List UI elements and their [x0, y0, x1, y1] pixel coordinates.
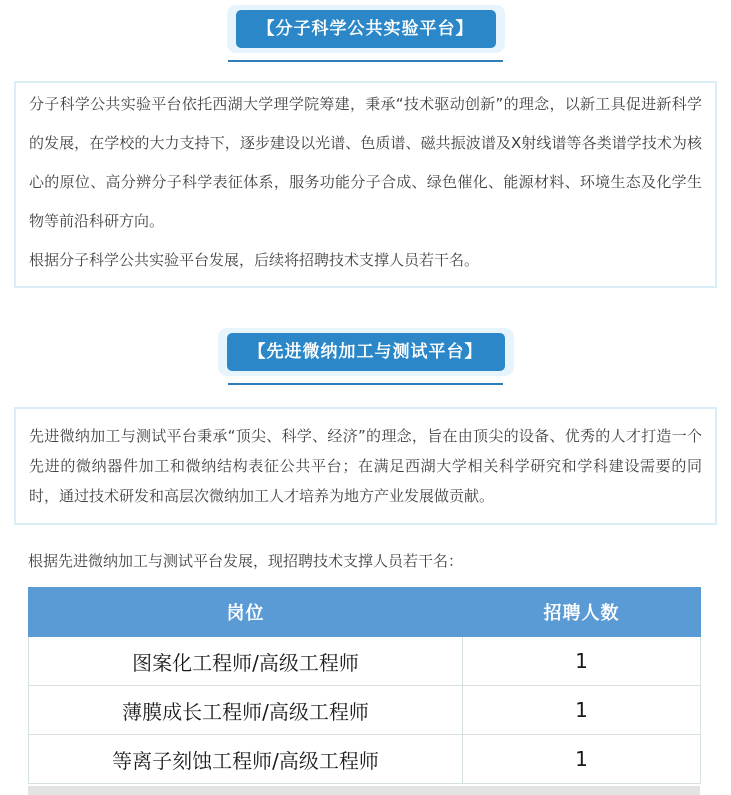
intro-box-micronano — [14, 407, 717, 525]
table-header-position: 岗位 — [29, 588, 463, 637]
count-cell: 1 — [463, 637, 701, 686]
banner-glow — [218, 328, 514, 376]
table-header-count: 招聘人数 — [463, 588, 701, 637]
recruit-table — [28, 587, 701, 784]
table-header-row — [29, 588, 701, 637]
table-partial-next-row — [28, 786, 700, 795]
recruit-note: 根据先进微纳加工与测试平台发展，现招聘技术支撑人员若干名： — [28, 552, 464, 570]
intro-paragraph: 先进微纳加工与测试平台秉承“顶尖、科学、经济”的理念，旨在由顶尖的设备、优秀的人才打造一个先进的微纳器件加工和微纳结构表征公共平台；在满足西湖大学相关科学研究和学科建设需要的同时，通过技术研发和高层次微纳加工人才培养为地方产业发展做贡献。 — [29, 427, 702, 505]
position-cell: 薄膜成长工程师/高级工程师 — [29, 686, 463, 735]
section-banner-molecular — [0, 0, 731, 62]
count-cell: 1 — [463, 735, 701, 784]
intro-paragraph: 分子科学公共实验平台依托西湖大学理学院筹建，秉承“技术驱动创新”的理念，以新工具促进新科学的发展，在学校的大力支持下，逐步建设以光谱、色质谱、磁共振波谱及X射线谱等各类谱学技术为核心的原位、高分辨分子科学表征体系，服务功能分子合成、绿色催化、能源材料、环境生态及化学生物等前沿科研方向。 — [29, 95, 702, 230]
banner-underline — [228, 383, 503, 385]
recruit-followup-paragraph: 根据分子科学公共实验平台发展，后续将招聘技术支撑人员若干名。 — [29, 251, 480, 269]
banner-title-micronano: 【先进微纳加工与测试平台】 — [227, 333, 505, 371]
banner-underline — [228, 60, 503, 62]
table-row — [29, 686, 701, 735]
banner-title-molecular: 【分子科学公共实验平台】 — [236, 10, 496, 48]
section-banner-micronano — [0, 288, 731, 385]
position-cell: 等离子刻蚀工程师/高级工程师 — [29, 735, 463, 784]
intro-box-molecular — [14, 81, 717, 288]
table-row — [29, 735, 701, 784]
position-cell: 图案化工程师/高级工程师 — [29, 637, 463, 686]
table-row — [29, 637, 701, 686]
banner-glow — [227, 5, 505, 53]
count-cell: 1 — [463, 686, 701, 735]
